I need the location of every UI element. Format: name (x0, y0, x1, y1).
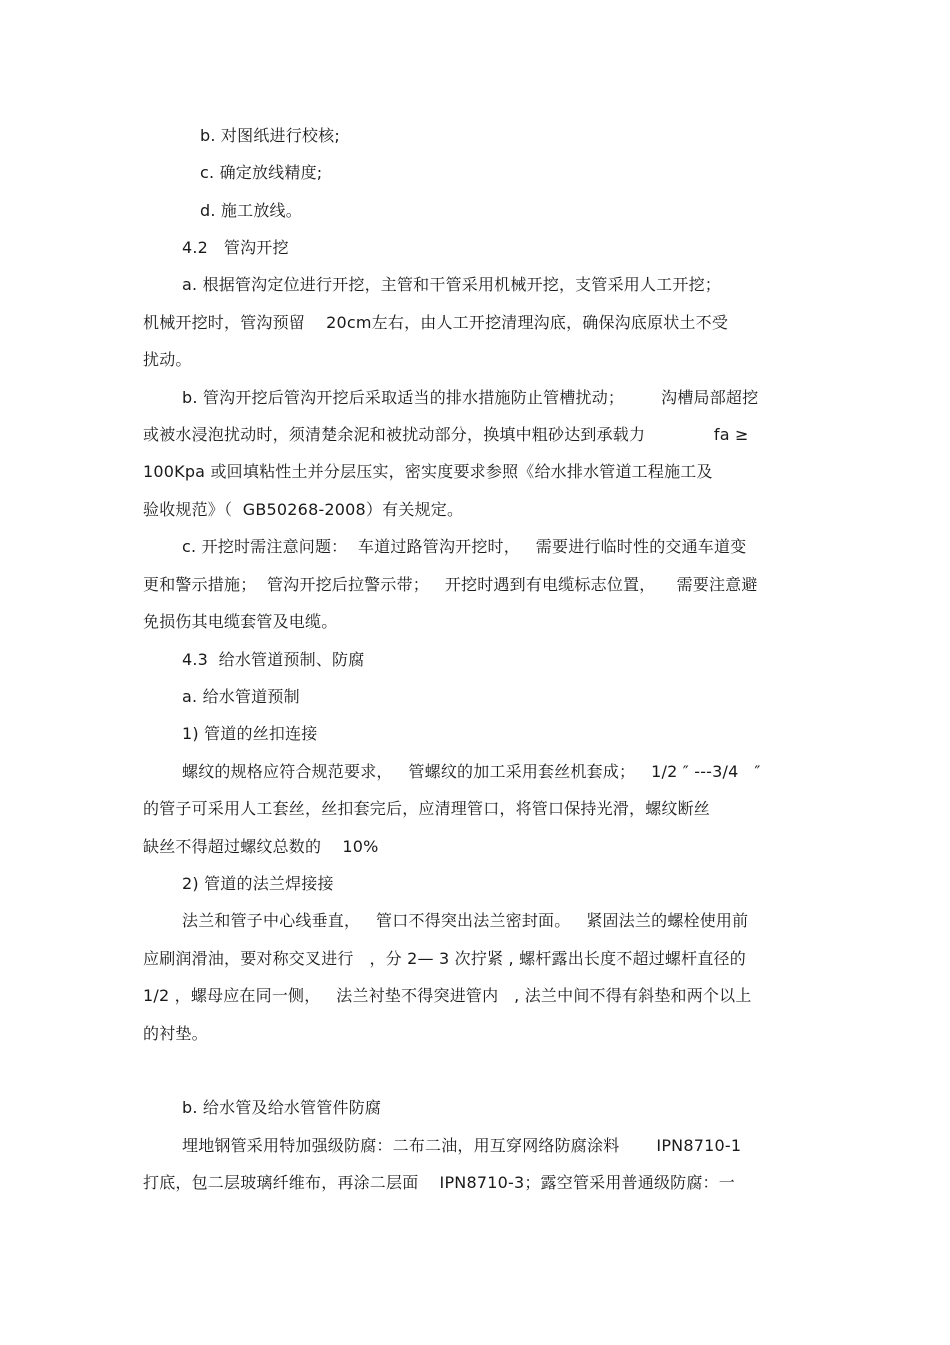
text-line: 免损伤其电缆套管及电缆。 (143, 612, 338, 631)
text-line: b. 管沟开挖后管沟开挖后采取适当的排水措施防止管槽扰动； 沟槽局部超挖 (182, 388, 759, 407)
text-line: 缺丝不得超过螺纹总数的 10% (143, 837, 379, 856)
subsection-heading: a. 给水管道预制 (182, 687, 300, 706)
text-line: 1/2 ，螺母应在同一侧， 法兰衬垫不得突进管内 , 法兰中间不得有斜垫和两个以上 (143, 986, 752, 1005)
text-line: a. 根据管沟定位进行开挖，主管和干管采用机械开挖，支管采用人工开挖； (182, 275, 721, 294)
subsection-heading: 1) 管道的丝扣连接 (182, 724, 318, 743)
section-heading: 4.3 给水管道预制、防腐 (182, 650, 365, 669)
text-line: 更和警示措施； 管沟开挖后拉警示带； 开挖时遇到有电缆标志位置， 需要注意避 (143, 575, 758, 594)
text-line: 或被水浸泡扰动时，须清楚余泥和被扰动部分，换填中粗砂达到承载力 fa ≥ (143, 425, 749, 444)
subsection-heading: b. 给水管及给水管管件防腐 (182, 1098, 382, 1117)
text-line: d. 施工放线。 (200, 201, 302, 220)
text-line: 的衬垫。 (143, 1024, 208, 1043)
text-line: 应刷润滑油，要对称交叉进行 ，分 2— 3 次拧紧 , 螺杆露出长度不超过螺杆直径的 (143, 949, 746, 968)
subsection-heading: 2) 管道的法兰焊接接 (182, 874, 334, 893)
section-heading: 4.2 管沟开挖 (182, 238, 289, 257)
text-line: 扰动。 (143, 350, 192, 369)
text-line: 打底，包二层玻璃纤维布，再涂二层面 IPN8710-3；露空管采用普通级防腐：一 (143, 1173, 735, 1192)
text-line: c. 开挖时需注意问题： 车道过路管沟开挖时， 需要进行临时性的交通车道变 (182, 537, 747, 556)
text-line: 验收规范》（ GB50268-2008）有关规定。 (143, 500, 464, 519)
text-line: 100Kpa 或回填粘性土并分层压实，密实度要求参照《给水排水管道工程施工及 (143, 462, 713, 481)
text-line: 的管子可采用人工套丝，丝扣套完后，应清理管口，将管口保持光滑，螺纹断丝 (143, 799, 711, 818)
text-line: 机械开挖时，管沟预留 20cm左右，由人工开挖清理沟底，确保沟底原状土不受 (143, 313, 729, 332)
text-line: b. 对图纸进行校核; (200, 126, 340, 145)
text-line: c. 确定放线精度; (200, 163, 323, 182)
text-line: 螺纹的规格应符合规范要求， 管螺纹的加工采用套丝机套成； 1/2 ″ ---3/4 ″ (182, 762, 761, 781)
text-line: 埋地钢管采用特加强级防腐：二布二油，用互穿网络防腐涂料 IPN8710-1 (182, 1136, 742, 1155)
text-line: 法兰和管子中心线垂直， 管口不得突出法兰密封面。 紧固法兰的螺栓使用前 (182, 911, 749, 930)
